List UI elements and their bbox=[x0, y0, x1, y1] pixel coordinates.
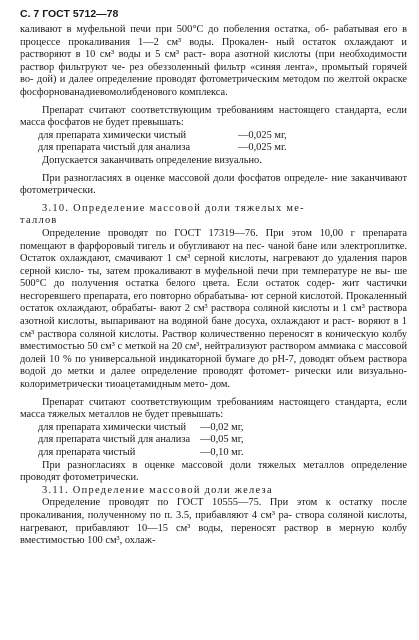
limit-value: —0,02 мг, bbox=[200, 421, 244, 433]
text-line: ние заканчивают фотометрически. bbox=[20, 172, 407, 197]
text-line: 20 см³, нейтрализуют раствором аммиака с массовой долей 10 % bbox=[20, 341, 408, 365]
text-line: Препарат считают соответствующим требованиям настоящего bbox=[42, 396, 330, 408]
text-line: створа соляной кислоты, нагревают, прибавляют 10—15 см³ воды, bbox=[20, 509, 407, 534]
text-line: раствора водой до метки и далее определение проводят фотомет- bbox=[20, 353, 407, 378]
text-line: дой) и далее определение проводят фотометрическим методом по bbox=[36, 74, 335, 86]
text-line: дом. bbox=[210, 379, 231, 391]
text-line: рабатывая его в процессе прокаливания 1—2 см³ воды. Прокален- bbox=[20, 24, 407, 48]
limit-row bbox=[20, 422, 407, 435]
paragraph-visual-note: Допускается заканчивать определение визуально. bbox=[42, 154, 262, 166]
text-line: Определение проводят по ГОСТ 17319—76. При этом 10,00 г bbox=[42, 227, 355, 239]
text-line: препарата помещают в фарфоровый тигель и обугливают на пес- bbox=[20, 227, 407, 252]
text-line: жит частички несгоревшего препарата, его повторно обрабатыва- bbox=[20, 278, 407, 302]
limit-row bbox=[20, 142, 407, 155]
section-heading-iron: 3.11. Определение массовой доли железа bbox=[42, 484, 273, 496]
text-line: рически или визуально-колориметрически тиоацетамидным мето- bbox=[20, 366, 407, 391]
text-line: ты, затем прокаливают в муфельной печи при температуре не вы- bbox=[87, 265, 391, 277]
page-number: С. 7 bbox=[20, 8, 40, 20]
text-line: стандарта, если масса фосфатов не будет превышать: bbox=[20, 104, 407, 129]
paragraph-phosphates-dispute bbox=[20, 173, 407, 198]
paragraph-iron-procedure bbox=[20, 497, 407, 547]
text-line: каливают в муфельной печи при 500°С до побеления остатка, об- bbox=[20, 24, 329, 35]
limit-value: —0,05 мг, bbox=[200, 434, 244, 446]
text-line: 1 см³ серной кислоты, нагревают до удаления паров серной кисло- bbox=[20, 253, 407, 277]
text-line: вора азотной кислоты (при необходимости раствор фильтруют че- bbox=[20, 49, 407, 73]
section-heading-heavy-metals bbox=[20, 203, 407, 228]
text-line: после прокаливания, полученному по п. 3.5, прибавляют 4 см³ ра- bbox=[20, 497, 407, 521]
limit-label: для препарата химически чистый bbox=[38, 129, 187, 141]
heading-line: таллов bbox=[20, 215, 58, 227]
limit-label: для препарата чистый для анализа bbox=[38, 142, 191, 154]
paragraph-heavy-metals-dispute bbox=[20, 460, 407, 485]
standard-number: ГОСТ 5712—78 bbox=[42, 8, 119, 20]
text-line: При разногласиях в оценке массовой доли фосфатов определе- bbox=[42, 172, 328, 184]
text-line: Определение проводят по ГОСТ 10555—75. При этом к остатку bbox=[42, 497, 373, 509]
text-line: определение проводят фотометрически. bbox=[20, 459, 407, 484]
text-line: При разногласиях в оценке массовой доли тяжелых металлов bbox=[42, 459, 345, 471]
page-header bbox=[20, 8, 407, 21]
text-line: ют серной кислотой. Прокаленный остаток охлаждают, обрабаты- bbox=[20, 290, 407, 315]
limit-value: —0,10 мг. bbox=[200, 447, 244, 458]
limit-row bbox=[20, 434, 407, 447]
limit-row bbox=[20, 447, 407, 460]
limit-label: для препарата химически чистый bbox=[38, 421, 187, 433]
limit-value: —0,025 мг. bbox=[238, 142, 287, 154]
limit-row bbox=[20, 130, 407, 143]
text-line: рез обеззоленный фильтр «синяя лента», промытый горячей во- bbox=[20, 61, 407, 86]
paragraph-phosphates-requirement bbox=[20, 105, 407, 130]
text-line: воряют в 1 см³ раствора соляной кислоты. Раствор количественно bbox=[20, 316, 407, 340]
paragraph-heavy-metals-requirement bbox=[20, 397, 407, 422]
text-line: вают 2 см³ раствора соляной кислоты и 1 см³ раствора азотной bbox=[20, 303, 407, 328]
limit-label: для препарата чистый bbox=[38, 447, 136, 458]
text-line: переносят в коническую колбу вместимостью 50 см³ с меткой на bbox=[20, 328, 407, 353]
paragraph-heavy-metals-procedure bbox=[20, 228, 407, 392]
paragraph-phosphates-procedure bbox=[20, 24, 407, 100]
text-line: ше 500°С до получения остатка белого цвета. Если остаток содер- bbox=[20, 265, 407, 290]
text-line: ный остаток охлаждают и растворяют в 10 см³ воды и 5 см³ раст- bbox=[20, 36, 407, 61]
heading-line: 3.10. Определение массовой доли тяжелых ме- bbox=[42, 202, 305, 214]
text-line: по универсальной индикаторной бумаге до рН-7, доводят объем bbox=[75, 353, 365, 365]
text-line: кислоты, выпаривают на водяной бане досуха, охлаждают и раст- bbox=[57, 316, 355, 328]
text-line: стандарта, если масса тяжелых металлов не будет превышать: bbox=[20, 396, 407, 421]
text-line: Препарат считают соответствующим требованиям настоящего bbox=[42, 104, 330, 116]
limit-value: —0,025 мг, bbox=[238, 129, 287, 141]
limit-label: для препарата чистый для анализа bbox=[38, 434, 191, 446]
text-line: желтой окраске фосфорнованадиевомолибденового комплекса. bbox=[20, 74, 407, 98]
text-line: чаной бане или электроплитке. Остаток охлаждают, смачивают bbox=[20, 240, 407, 265]
text-line: переносят раствор в мерную колбу вместимостью 100 см³, охлаж- bbox=[20, 522, 407, 547]
